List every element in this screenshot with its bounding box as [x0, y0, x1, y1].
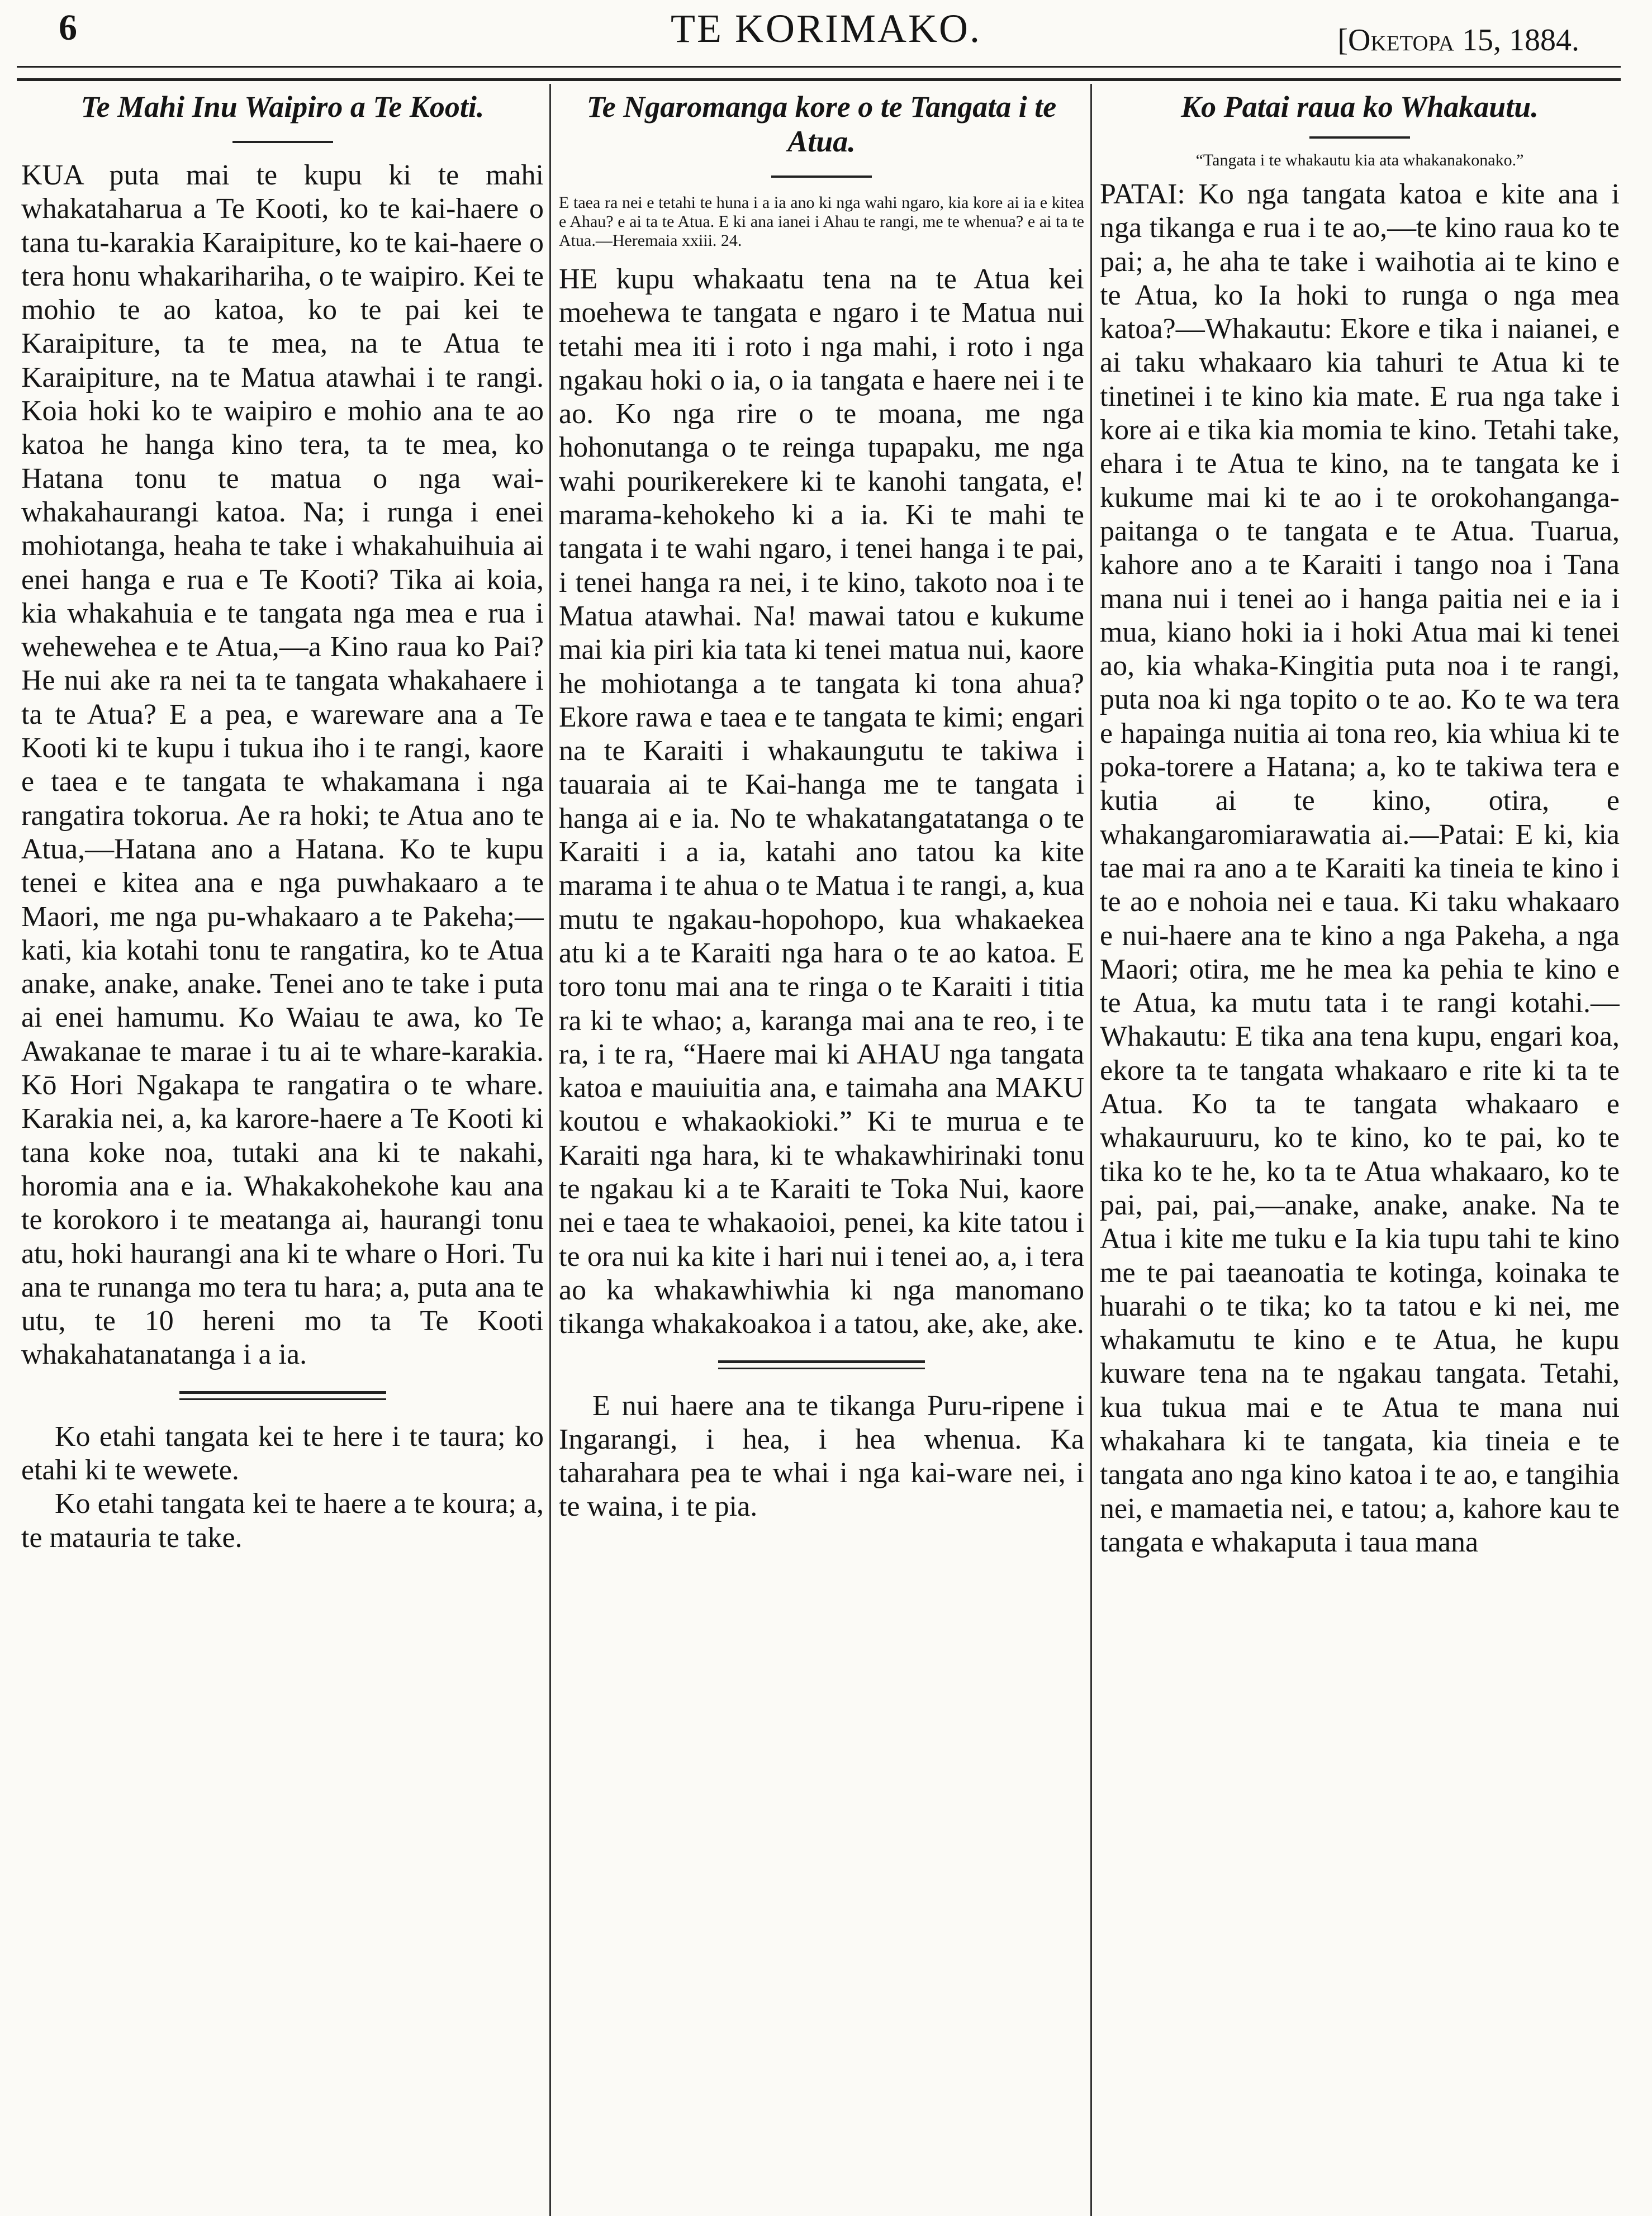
- article-title-2: Te Ngaromanga kore o te Tangata i te Atua.: [586, 90, 1057, 158]
- column-divider-2: [1090, 84, 1092, 2216]
- header-rule-top: [17, 66, 1621, 68]
- paper-title: TE KORIMAKO.: [671, 6, 981, 51]
- column-divider-1: [549, 84, 551, 2216]
- column-2: [559, 84, 1084, 2216]
- issue-day-year: 15, 1884.: [1454, 23, 1579, 58]
- title-rule-3: [1309, 136, 1410, 139]
- title-rule-1: [232, 141, 333, 143]
- title-rule-2: [771, 175, 872, 178]
- article-title-3: Ko Patai raua ko Whakautu.: [1181, 90, 1539, 124]
- column-3: [1100, 84, 1620, 2216]
- section-divider-2: [718, 1360, 925, 1369]
- masthead: [0, 0, 1652, 64]
- brief-note-3: E nui haere ana te tikanga Puru-ripene i Ingarangi, i hea, i hea whenua. Ka taharahara pea te whai i nga kai-ware nei, i te waina, i te pia.: [559, 1389, 1084, 1523]
- issue-month: Oketopa: [1348, 23, 1454, 58]
- section-divider-1: [179, 1391, 386, 1400]
- brief-note-1: Ko etahi tangata kei te here i te taura; ko etahi ki te wewete.: [21, 1420, 544, 1486]
- article-body-2: HE kupu whakaatu tena na te Atua kei moehewa te tangata e ngaro i te Matua nui tetahi mea iti i roto i nga mahi, i roto i nga ngakau hoki o ia, o ia tangata e haere nei i te ao. Ko nga rire o te moana, me nga hohonutanga o te reinga tupapaku, me nga wahi pourikerekere ki te kanohi tangata, e! marama-kehokeho ki a ia. Ki te mahi te tangata i te wahi ngaro, i tenei hanga i te pai, i tenei hanga ra nei, i te kino, takoto noa i te Matua atawhai. Na! mawai tatou e kukume mai kia piri kia tata ki tenei matua nui, kaore he mohiotanga a te tangata ki tona ahua? Ekore rawa e taea e te tangata te kimi; engari na te Karaiti i whakaungutu te takiwa i tauaraia ai te Kai-hanga me te tangata i hanga ai e ia. No te whakatangatatanga o te Karaiti i a ia, katahi ano tatou ka kite marama i te ahua o te Matua i te rangi, a, kua mutu te ngakau-hopohopo, kua whakaekea atu ki a te Karaiti nga hara o te ao katoa. E toro tonu mai ana te ringa o te Karaiti i titia ra ki te whao; a, karanga mai ana te reo, i te ra, i te ra, “Haere mai ki AHAU nga tangata katoa e mauiuitia ana, e taimaha ana MAKU koutou e whakaokioki.” Ki te murua e te Karaiti nga hara, ki te whakawhirinaki tonu te ngakau ki a te Karaiti te Toka Nui, kaore nei e taea te whakaoioi, penei, ka kite tatou i te ora nui ka kite i hari nui i tenei ao, a, i tera ao ka whakawhiwhia ki nga manomano tikanga whakakoakoa i a tatou, ake, ake, ake.: [559, 263, 1084, 1340]
- article-motto: “Tangata i te whakautu kia ata whakanakonako.”: [1195, 151, 1524, 169]
- article-body-1: KUA puta mai te kupu ki te mahi whakataharua a Te Kooti, ko te kai-haere o tana tu-karakia Karaipiture, ko te kai-haere o tera honu whakarihariha, o te waipiro. Kei te mohio te ao katoa, ko te pai kei te Karaipiture, ta te mea, na te Atua te Karaipiture, na te Matua atawhai i te rangi. Koia hoki ko te waipiro e mohio ana te ao katoa he hanga kino tera, ta te mea, ko Hatana tonu te matua o nga wai-whakahaurangi katoa. Na; i runga i enei mohiotanga, heaha te take i whakahuihuia ai enei hanga e rua e Te Kooti? Tika ai koia, kia whakahuia e te tangata nga mea e rua i wehewehea e te Atua,—a Kino raua ko Pai? He nui ake ra nei ta te tangata whakahaere i ta te Atua? E a pea, e wareware ana a Te Kooti ki te kupu i tukua iho i te rangi, kaore e taea e te tangata te whakamana i nga rangatira tokorua. Ae ra hoki; te Atua ano te Atua,—Hatana ano a Hatana. Ko te kupu tenei e kitea ana e nga puwhakaaro a te Maori, me nga pu-whakaaro a te Pakeha;—kati, kia kotahi tonu te rangatira, ko te Atua anake, anake, anake. Tenei ano te take i puta ai enei hamumu. Ko Waiau te awa, ko Te Awakanae te marae i tu ai te whare-karakia. Kō Hori Ngakapa te rangatira o te whare. Karakia nei, a, ka karore-haere a Te Kooti ki tana koke noa, tutaki ana ki te nakahi, horomia ana e ia. Whakakohekohe kau ana te korokoro i te meatanga ai, haurangi tonu atu, hoki haurangi ana ki te whare o Hori. Tu ana te runanga mo tera tu hara; a, puta ana te utu, te 10 hereni mo ta Te Kooti whakahatanatanga i a ia.: [21, 159, 544, 1371]
- column-1: [21, 84, 544, 2216]
- brief-note-2: Ko etahi tangata kei te haere a te koura; a, te matauria te take.: [21, 1488, 544, 1554]
- article-body-3: PATAI: Ko nga tangata katoa e kite ana i nga tikanga e rua i te ao,—te kino raua ko te pai; a, he aha te take i waihotia ai te kino e te Atua, ko Ia hoki to runga o nga mea katoa?—Whakautu: Ekore e tika i naianei, e ai taku whakaaro kia tahuri te Atua ki te tinetinei i te kino kia mate. E rua nga take i kore ai e tika kia momia te kino. Tetahi take, ehara i te Atua te kino, na te tangata ke i kukume mai ki te ao i te orokohanganga-paitanga o te tangata e te Atua. Tuarua, kahore ano a te Karaiti i tango noa i Tana mana nui i tenei ao i hanga paitia nei e ia i mua, kiano hoki ia i hoki Atua mai ki tenei ao, kia whaka-Kingitia puta noa i te rangi, puta noa ki nga topito o te ao. Ko te wa tera e hapainga nuitia ai tona reo, kia whiua ki te poka-torere a Hatana; a, ko te takiwa tera e kutia ai te kino, otira, e whakangaromiarawatia ai.—Patai: E ki, kia tae mai ra ano a te Karaiti ka tineia te kino i te ao e nohoia nei e taua. Ki taku whakaaro e nui-haere ana te kino a nga Pakeha, a nga Maori; otira, me he mea ka pehia te kino e te Atua, ka mutu tata i te rangi kotahi.—Whakautu: E tika ana tena kupu, engari koa, ekore ta te tangata whakaaro e rite ki ta te Atua. Ko ta te tangata whakaaro e whakauruuru, ko te kino, ko te pai, ko te tika ko te he, ko ta te Atua whakaaro, ko te pai, pai, pai,—anake, anake, anake. Na te Atua i kite me tuku e Ia kia tupu tahi te kino me te pai taeanoatia te kotinga, koinaka te huarahi o te tika; ko ta tatou e ki nei, me whakamutu te kino e te Atua, he kupu kuware tena na te ngakau tangata. Tetahi, kua tukua mai e te Atua te mana nui whakahara ki te tangata, kia tineia e te tangata ano nga kino katoa i te ao, e tangihia nei, e mamaetia nei, e tatou; a, kahore kau te tangata e whakaputa i taua mana: [1100, 178, 1620, 1558]
- scripture-epigraph: E taea ra nei e tetahi te huna i a ia ano ki nga wahi ngaro, kia kore ai ia e kitea e Ahau? e ai ta te Atua. E ki ana ianei i Ahau te rangi, me te whenua? e ai ta te Atua.—Heremaia xxiii. 24.: [559, 193, 1084, 250]
- header-rule-bottom: [17, 78, 1621, 81]
- issue-date-bracket: [: [1337, 23, 1348, 58]
- issue-date: [1337, 22, 1579, 58]
- page-number: 6: [59, 7, 77, 48]
- article-title-1: Te Mahi Inu Waipiro a Te Kooti.: [80, 90, 485, 124]
